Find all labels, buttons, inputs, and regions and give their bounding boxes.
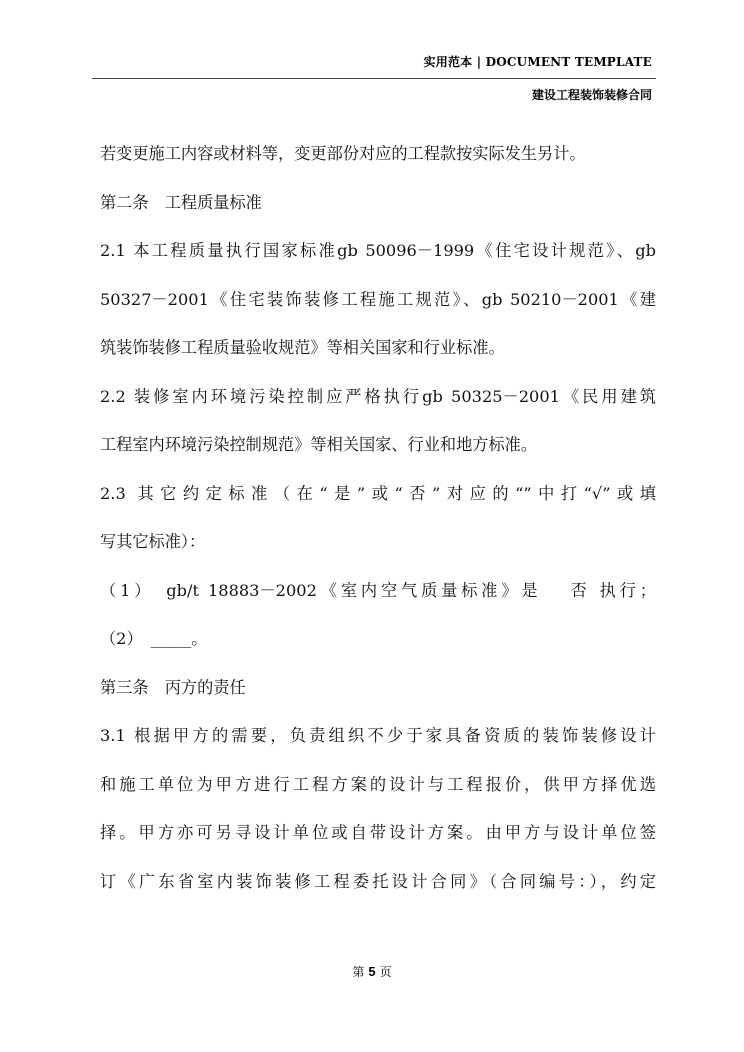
header-template-label: 实用范本 | DOCUMENT TEMPLATE <box>423 55 652 69</box>
header-document-title: 建设工程装饰装修合同 <box>531 88 652 102</box>
body-line: 工程室内环境污染控制规范》等相关国家、行业和地方标准。 <box>100 435 538 454</box>
body-line: 写其它标准）： <box>100 532 206 551</box>
footer-prefix: 第 <box>352 965 365 979</box>
body-line: 2.3 其它约定标准（在“是”或“否”对应的“”中打“√”或填 <box>100 483 656 503</box>
list-item: （1） gb/t 18883－2002《室内空气质量标准》是 否 执行； <box>100 580 656 600</box>
body-line: 订《广东省室内装饰装修工程委托设计合同》（合同编号：），约定 <box>100 871 656 891</box>
list-item: （2） _____。 <box>100 629 208 648</box>
page-number: 5 <box>368 964 376 979</box>
document-body <box>100 138 656 914</box>
body-line: 50327－2001《住宅装饰装修工程施工规范》、gb 50210－2001《建 <box>100 289 656 309</box>
footer-suffix: 页 <box>379 965 392 979</box>
body-line: 2.2 装修室内环境污染控制应严格执行gb 50325－2001《民用建筑 <box>100 386 656 406</box>
section-heading: 第三条 丙方的责任 <box>100 677 246 697</box>
header-divider <box>92 78 656 79</box>
body-line: 3.1 根据甲方的需要，负责组织不少于家具备资质的装饰装修设计 <box>100 726 656 745</box>
body-line: 2.1 本工程质量执行国家标准gb 50096－1999《住宅设计规范》、gb <box>100 241 656 260</box>
body-line: 若变更施工内容或材料等，变更部份对应的工程款按实际发生另计。 <box>100 144 586 163</box>
section-heading: 第二条 工程质量标准 <box>100 192 262 212</box>
page-footer <box>0 963 744 980</box>
body-line: 和施工单位为甲方进行工程方案的设计与工程报价，供甲方择优选 <box>100 774 656 794</box>
body-line: 择。甲方亦可另寻设计单位或自带设计方案。由甲方与设计单位签 <box>100 823 656 842</box>
body-line: 筑装饰装修工程质量验收规范》等相关国家和行业标准。 <box>100 338 505 357</box>
